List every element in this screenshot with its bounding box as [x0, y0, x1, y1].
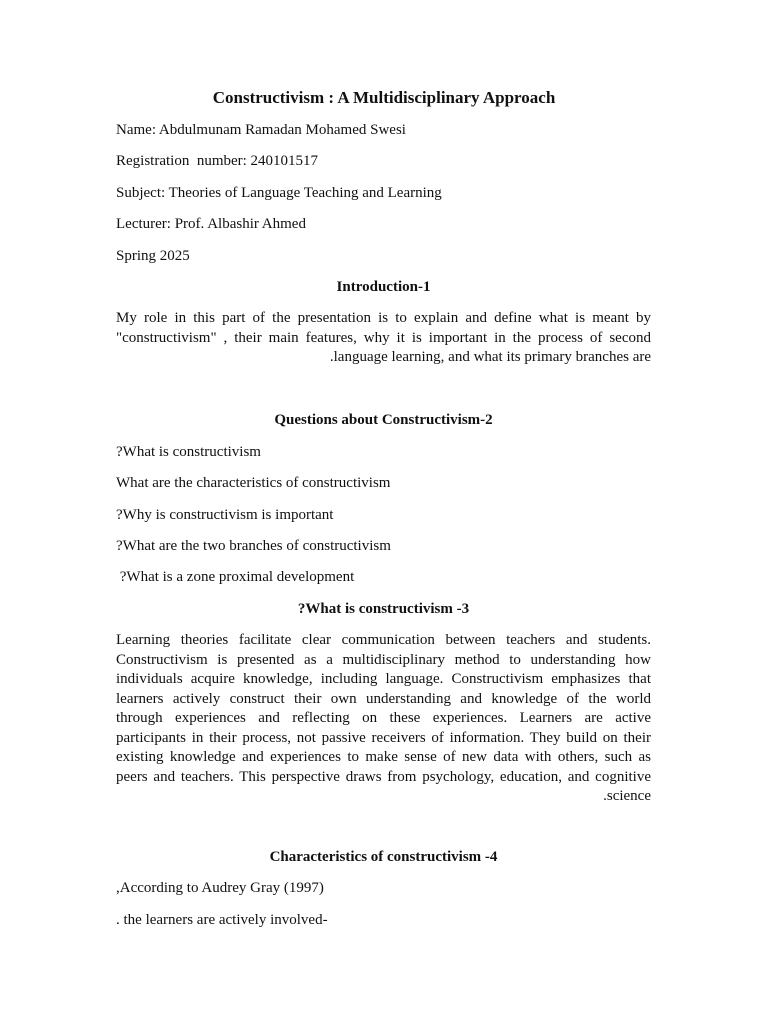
question-item: ?Why is constructivism is important [116, 507, 334, 523]
question-item: ?What is constructivism [116, 444, 261, 460]
lecturer-line: Lecturer: Prof. Albashir Ahmed [116, 216, 306, 232]
characteristics-item: ,According to Audrey Gray (1997) [116, 880, 324, 896]
paragraph-line: learners actively construct their own understanding and knowledge of the world [116, 690, 651, 707]
definition-paragraph [116, 631, 651, 807]
paragraph-line: individuals acquire knowledge, including language. Constructivism emphasizes that [116, 671, 651, 687]
paragraph-line: .science [603, 788, 651, 804]
paragraph-line: Learning theories facilitate clear communication between teachers and students. [116, 632, 651, 648]
paragraph-line: peers and teachers. This perspective draws from psychology, education, and cognitive [116, 768, 651, 785]
term-line: Spring 2025 [116, 248, 190, 264]
section-heading-questions: Questions about Constructivism-2 [274, 412, 493, 428]
section-heading-characteristics: Characteristics of constructivism -4 [269, 849, 498, 865]
question-item: ?What are the two branches of constructivism [116, 538, 391, 554]
subject-line: Subject: Theories of Language Teaching and Learning [116, 185, 442, 201]
paragraph-line: existing knowledge and experiences to make sense of new data with others, such as [116, 749, 651, 765]
author-name: Name: Abdulmunam Ramadan Mohamed Swesi [116, 122, 406, 138]
section-heading-what-is-constructivism: ?What is constructivism -3 [297, 601, 470, 617]
paragraph-line: "constructivism" , their main features, why it is important in the process of second [116, 329, 651, 346]
registration-number: Registration number: 240101517 [116, 153, 319, 169]
document-title: Constructivism : A Multidisciplinary Approach [212, 88, 556, 107]
paragraph-line: Constructivism is presented as a multidisciplinary method to understanding how [116, 651, 651, 668]
question-item: What are the characteristics of constructivism [116, 475, 391, 491]
section-heading-introduction: Introduction-1 [336, 279, 431, 295]
paragraph-line: through experiences and reflecting on these experiences. Learners are active [116, 710, 651, 726]
paragraph-line: My role in this part of the presentation is to explain and define what is meant by [116, 310, 651, 326]
characteristics-item: . the learners are actively involved- [116, 912, 328, 928]
paragraph-line: participants in their process, not passive receivers of information. They build on their [116, 729, 651, 746]
introduction-paragraph [116, 309, 651, 368]
question-item: ?What is a zone proximal development [116, 569, 355, 585]
paragraph-line: .language learning, and what its primary branches are [329, 349, 651, 365]
